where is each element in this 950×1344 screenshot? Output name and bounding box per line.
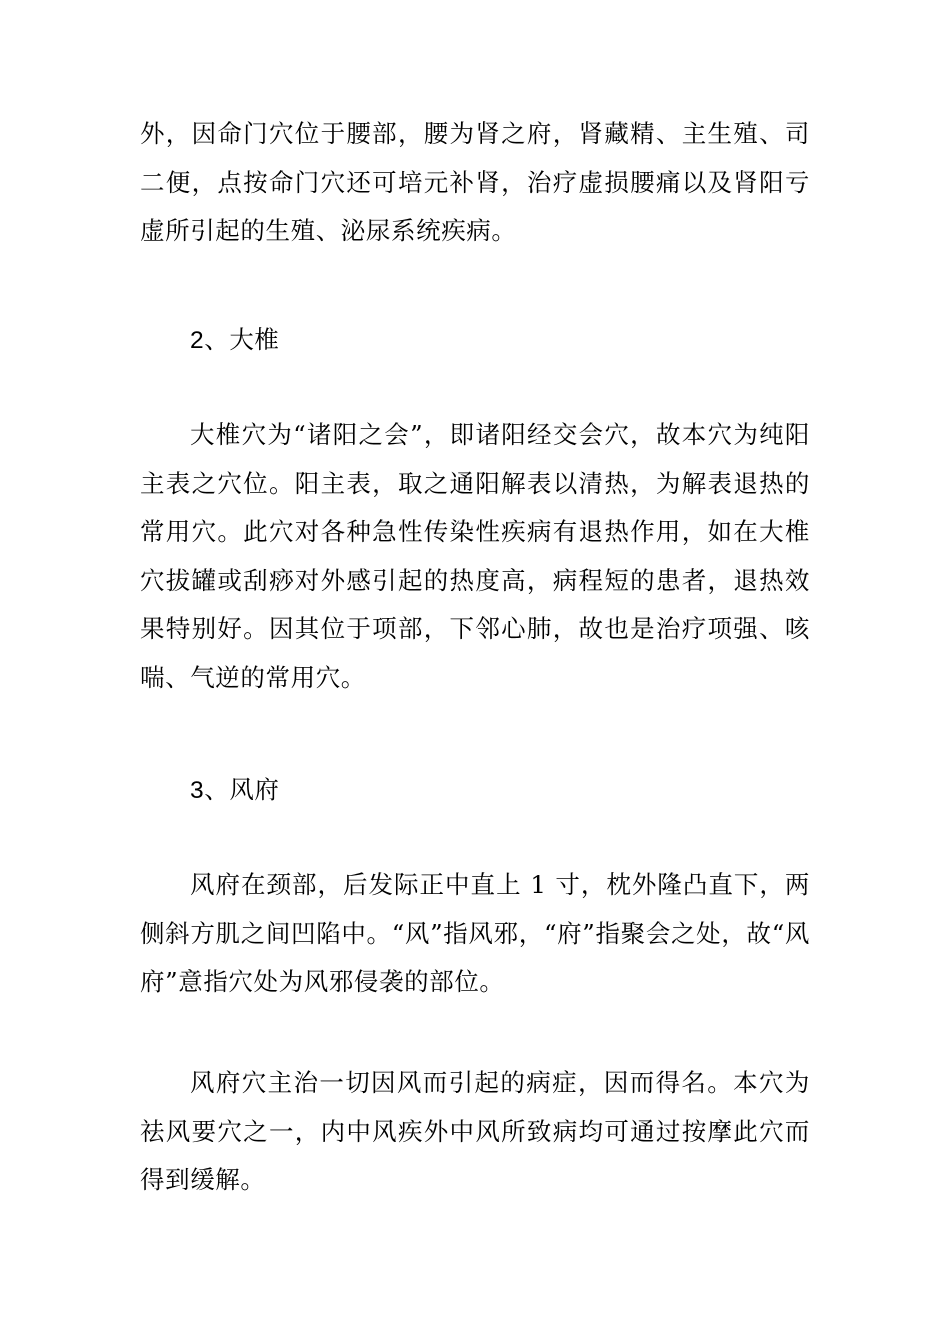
section-number: 2 (190, 327, 205, 354)
paragraph-fengfu-indications: 风府穴主治一切因风而引起的病症，因而得名。本穴为祛风要穴之一，内中风疾外中风所致病均可通过按摩此穴而得到缓解。 (140, 1068, 810, 1194)
paragraph-dazhui: 大椎穴为“诸阳之会”，即诸阳经交会穴，故本穴为纯阳主表之穴位。阳主表，取之通阳解表以清热，为解表退热的常用穴。此穴对各种急性传染性疾病有退热作用，如在大椎穴拔罐或刮痧对外感引起的热度高，病程短的患者，退热效果特别好。因其位于项部，下邻心肺，故也是治疗项强、咳喘、气逆的常用穴。 (140, 420, 810, 692)
section-number: 3 (190, 777, 205, 804)
paragraph-mingmen-continuation: 外，因命门穴位于腰部，腰为肾之府，肾藏精、主生殖、司二便，点按命门穴还可培元补肾，治疗虚损腰痛以及肾阳亏虚所引起的生殖、泌尿系统疾病。 (140, 119, 810, 245)
section-heading-fengfu (190, 766, 280, 816)
paragraph-fengfu-location: 风府在颈部，后发际正中直上 1 寸，枕外隆凸直下，两侧斜方肌之间凹陷中。“风”指风邪，“府”指聚会之处，故“风府”意指穴处为风邪侵袭的部位。 (140, 870, 810, 996)
section-title: 、风府 (204, 775, 280, 804)
section-heading-dazhui (190, 316, 280, 366)
section-title: 、大椎 (204, 325, 280, 354)
